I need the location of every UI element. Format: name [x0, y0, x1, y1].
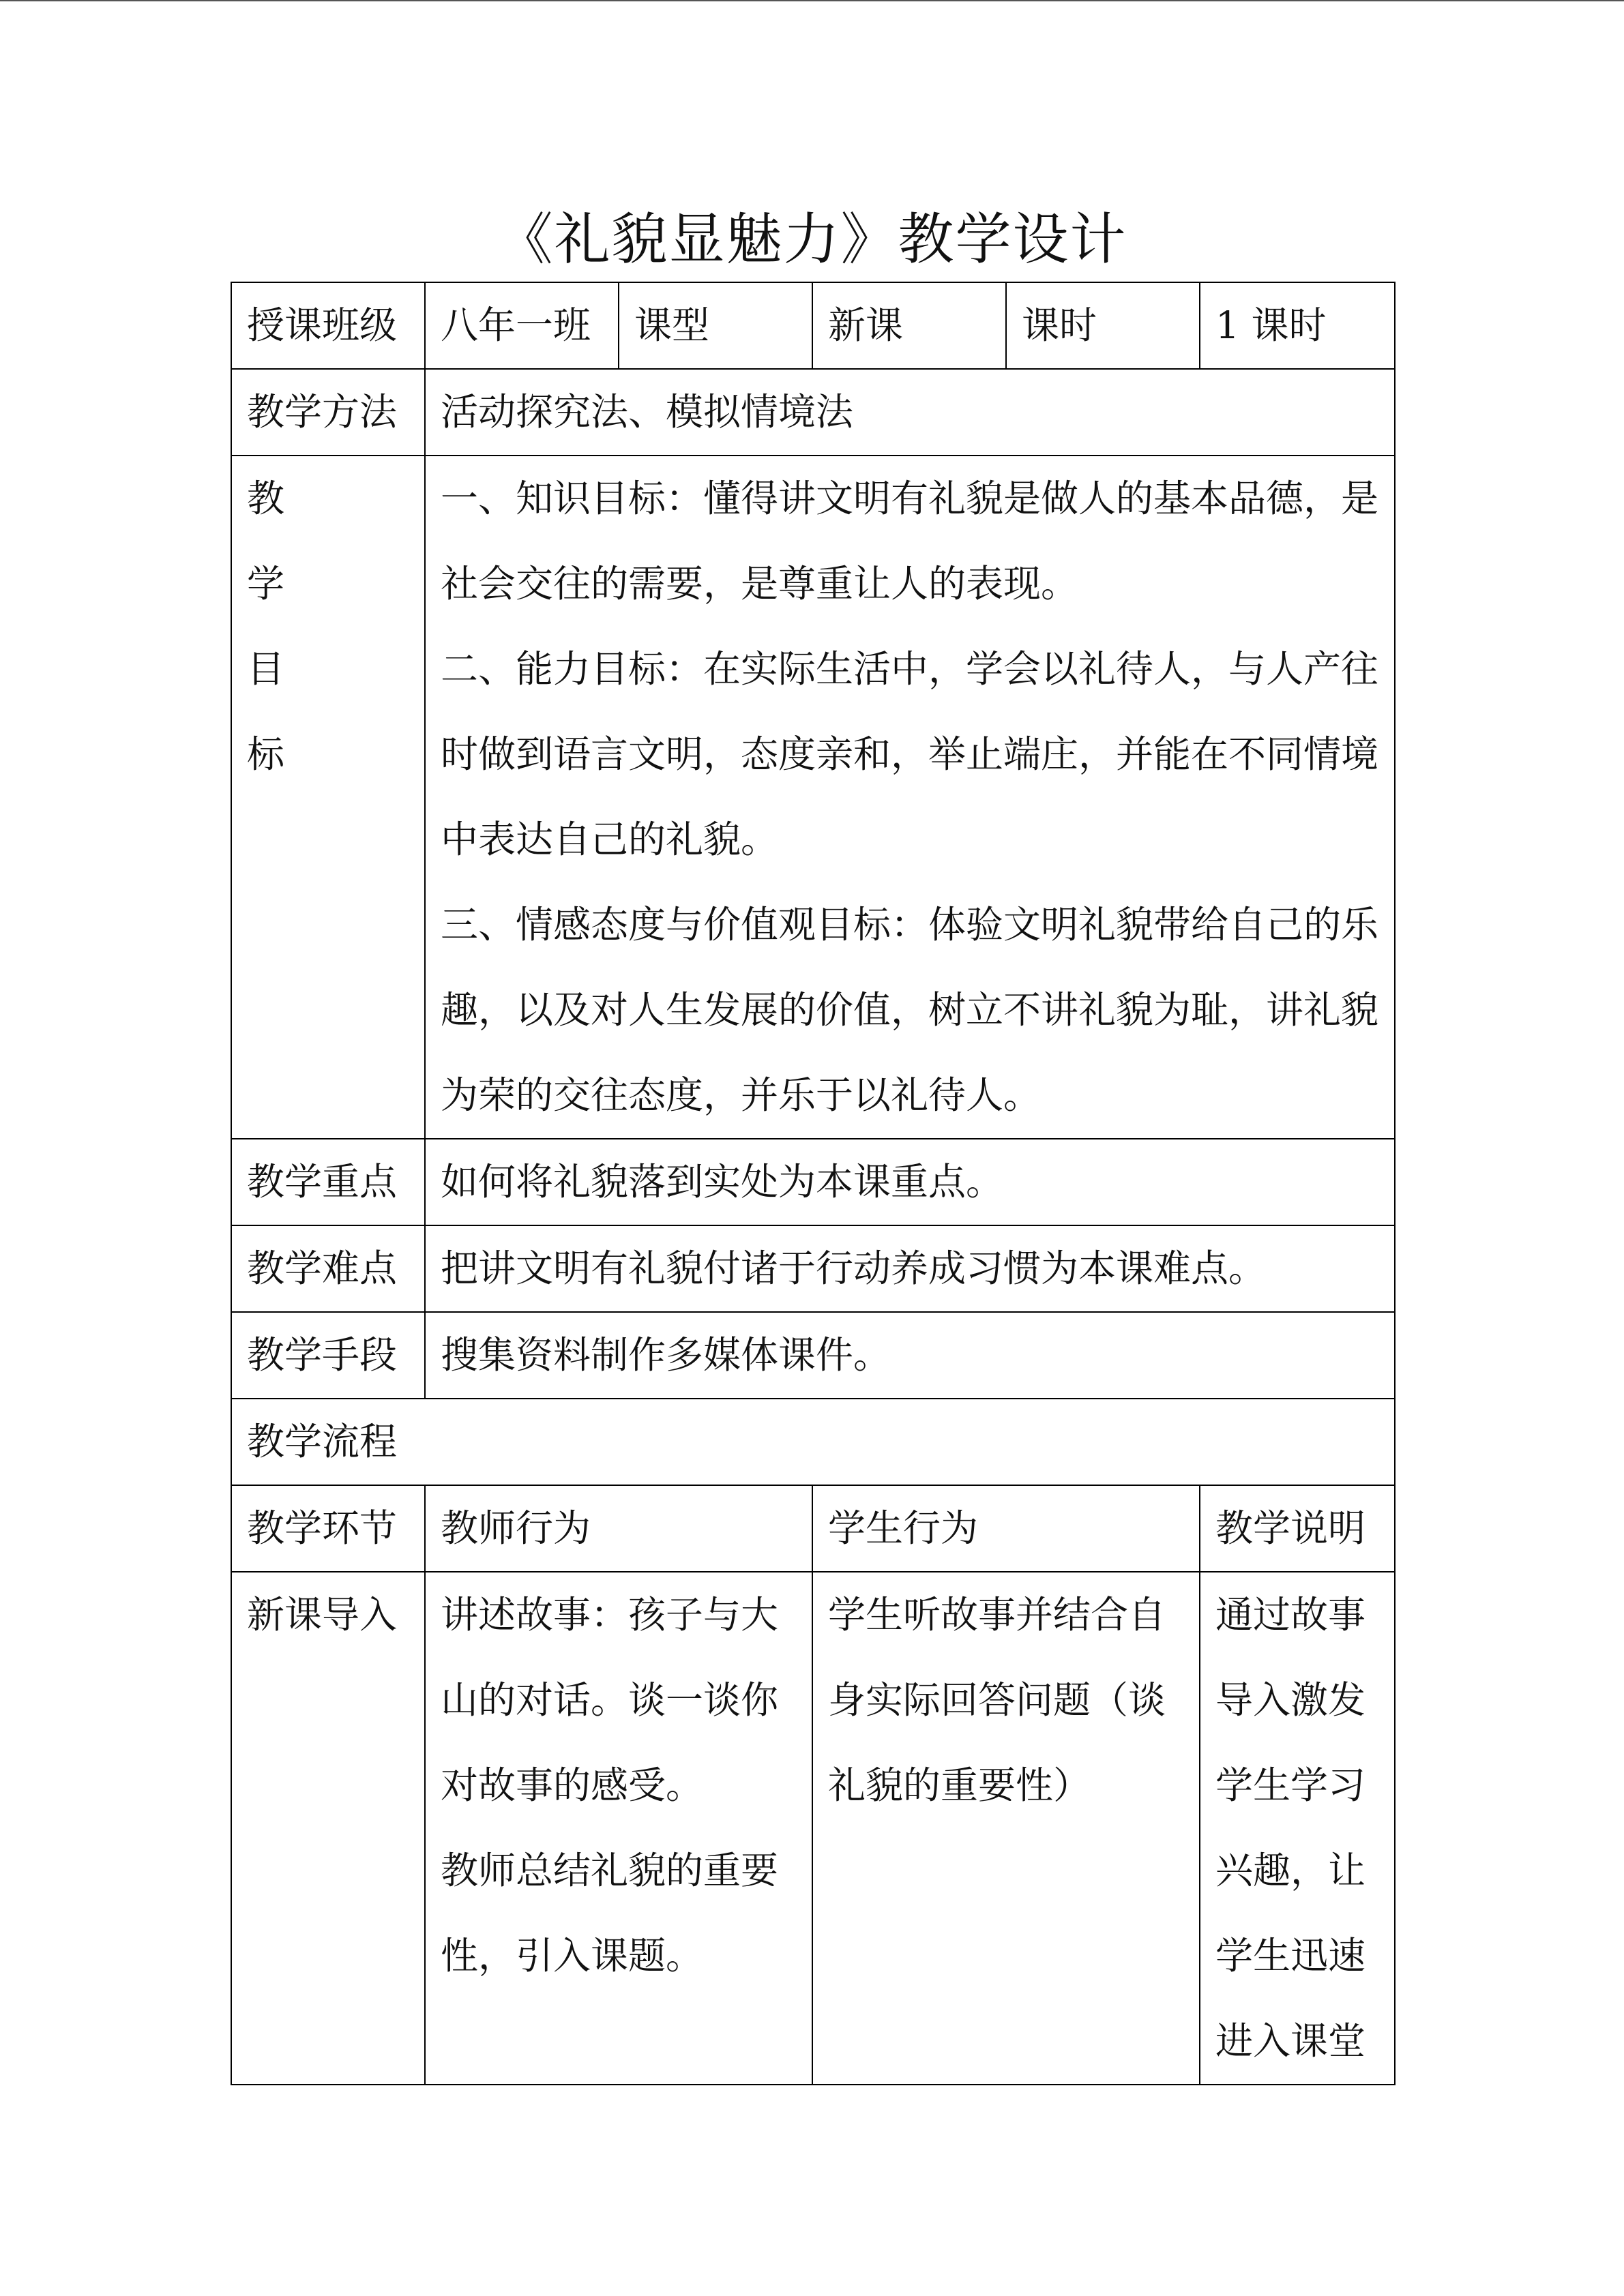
type-label: 课型: [619, 282, 812, 369]
flow-header-row: [231, 1485, 1395, 1572]
flow-title: 教学流程: [231, 1399, 1395, 1485]
means-value: 搜集资料制作多媒体课件。: [425, 1312, 1395, 1399]
flow-note: 通过故事导入激发学生学习兴趣，让学生迅速进入课堂: [1200, 1572, 1395, 2085]
flow-header-note: 教学说明: [1200, 1485, 1395, 1572]
flow-header-stage: 教学环节: [231, 1485, 425, 1572]
class-label: 授课班级: [231, 282, 425, 369]
method-label: 教学方法: [231, 369, 425, 456]
difficulty-label: 教学难点: [231, 1225, 425, 1312]
type-value: 新课: [812, 282, 1006, 369]
flow-student: 学生听故事并结合自身实际回答问题（谈礼貌的重要性）: [812, 1572, 1200, 2085]
flow-row: [231, 1572, 1395, 2085]
flow-header-teacher: 教师行为: [425, 1485, 812, 1572]
goal-knowledge: 一、知识目标：懂得讲文明有礼貌是做人的基本品德，是社会交往的需要，是尊重让人的表现。: [441, 477, 1379, 606]
flow-stage: 新课导入: [231, 1572, 425, 2085]
flow-title-row: [231, 1399, 1395, 1485]
document-title: 《礼貌显魅力》教学设计: [497, 207, 1127, 272]
goal-attitude: 三、情感态度与价值观目标：体验文明礼貌带给自己的乐趣，以及对人生发展的价值，树立不讲礼貌为耻，讲礼貌为荣的交往态度，并乐于以礼待人。: [441, 903, 1379, 1117]
goals-label-char: 学: [247, 562, 285, 606]
flow-teacher: [425, 1572, 812, 2085]
goals-label-char: 目: [247, 647, 285, 691]
top-border-line: [0, 0, 1624, 1]
method-value: 活动探究法、模拟情境法: [425, 369, 1395, 456]
lesson-plan-table: [231, 282, 1396, 2085]
goal-ability: 二、能力目标：在实际生活中，学会以礼待人，与人产往时做到语言文明，态度亲和，举止端庄，并能在不同情境中表达自己的礼貌。: [441, 647, 1379, 861]
goals-label: [231, 456, 425, 1139]
flow-header-student: 学生行为: [812, 1485, 1200, 1572]
difficulty-value: 把讲文明有礼貌付诸于行动养成习惯为本课难点。: [425, 1225, 1395, 1312]
key-point-row: [231, 1139, 1395, 1225]
hours-label: 课时: [1006, 282, 1200, 369]
means-row: [231, 1312, 1395, 1399]
flow-teacher-line: 讲述故事：孩子与大山的对话。谈一谈你对故事的感受。: [441, 1593, 779, 1807]
hours-value: 1 课时: [1200, 282, 1395, 369]
goals-label-char: 标: [247, 732, 285, 776]
info-row: [231, 282, 1395, 369]
method-row: [231, 369, 1395, 456]
goals-content: [425, 456, 1395, 1139]
goals-label-char: 教: [247, 477, 285, 520]
key-point-label: 教学重点: [231, 1139, 425, 1225]
class-value: 八年一班: [425, 282, 619, 369]
difficulty-row: [231, 1225, 1395, 1312]
means-label: 教学手段: [231, 1312, 425, 1399]
flow-teacher-line: 教师总结礼貌的重要性，引入课题。: [441, 1849, 779, 1978]
key-point-value: 如何将礼貌落到实处为本课重点。: [425, 1139, 1395, 1225]
goals-row: [231, 456, 1395, 1139]
